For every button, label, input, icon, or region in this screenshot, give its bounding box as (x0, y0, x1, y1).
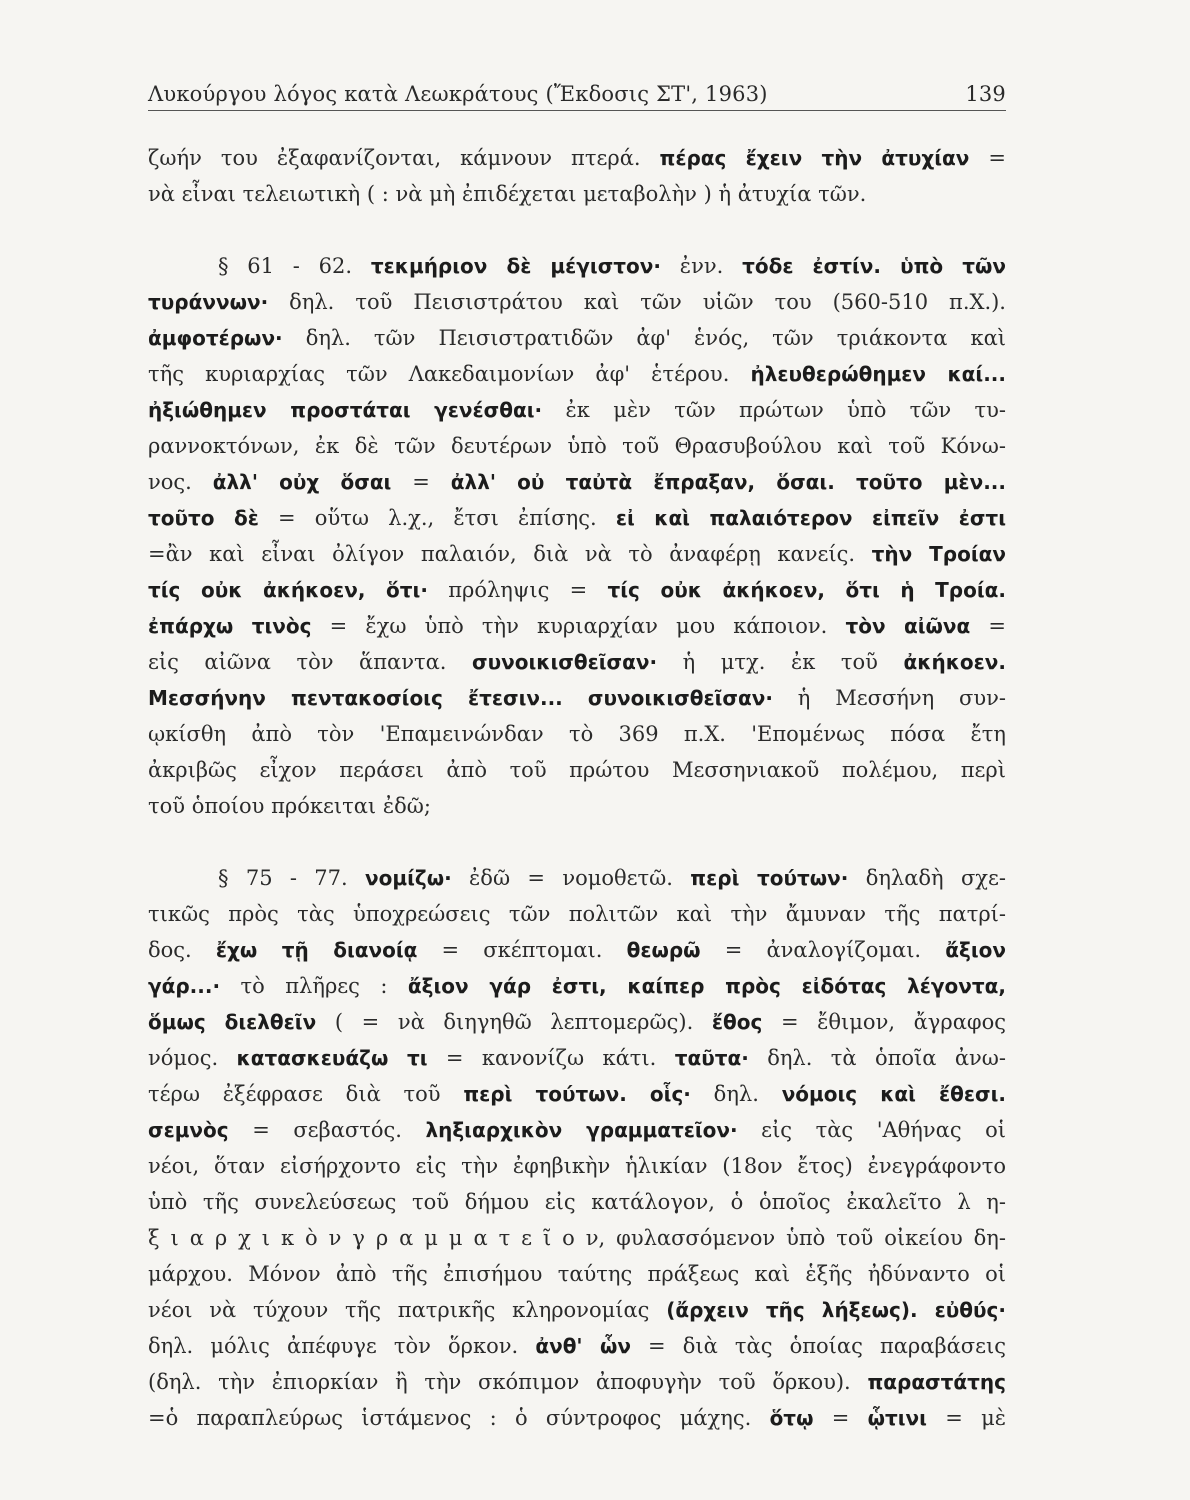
lemma-term: ὅμως διελθεῖν (148, 1010, 317, 1034)
gloss-text: = ἔχω ὑπὸ τὴν κυριαρχίαν μου κάποιον. (311, 614, 846, 638)
gloss-text: =ἂν καὶ εἶναι ὀλίγον παλαιόν, διὰ νὰ τὸ ἀναφέρῃ κανείς. (148, 542, 872, 566)
text-line (148, 968, 1006, 1004)
text-line (148, 464, 1006, 500)
lemma-term: ἔχω τῇ διανοίᾳ (215, 938, 418, 962)
text-line (148, 1148, 1006, 1184)
text-line (148, 140, 1006, 176)
lemma-term: κατασκευάζω τι (236, 1046, 428, 1070)
gloss-text: νέοι, ὅταν εἰσήρχοντο εἰς τὴν ἐφηβικὴν ἡλικίαν (18ον ἔτος) ἐνεγράφοντο (148, 1154, 1006, 1178)
gloss-text: = σεβαστός. (228, 1118, 426, 1142)
lemma-term: νόμοις καὶ ἔθεσι. (781, 1082, 1006, 1106)
gloss-text: τοῦ ὁποίου πρόκειται ἐδῶ; (148, 794, 431, 818)
gloss-text: = μὲ (926, 1406, 1006, 1430)
gloss-text: δηλ. τοῦ Πεισιστράτου καὶ τῶν υἱῶν του (560-510 π.Χ.). (268, 290, 1006, 314)
lemma-term: τεκμήριον δὲ μέγιστον· (370, 254, 662, 278)
running-header (148, 82, 1006, 112)
lemma-term: ἀκήκοεν. (903, 650, 1006, 674)
lemma-term: τίς οὐκ ἀκήκοεν, ὅτι ἡ Τροία. (607, 578, 1006, 602)
lemma-term: σεμνὸς (148, 1118, 229, 1142)
gloss-text: ξ ι α ρ χ ι κ ὸ ν γ ρ α μ μ α τ ε ῖ ο ν, φυλασσόμενον ὑπὸ τοῦ οἰκείου δη- (148, 1226, 1006, 1250)
gloss-text: πρόληψις = (427, 578, 608, 602)
lemma-term: τὴν Τροίαν (871, 542, 1006, 566)
gloss-text: = κανονίζω κάτι. (427, 1046, 675, 1070)
gloss-text: ῳκίσθη ἀπὸ τὸν 'Επαμεινώνδαν τὸ 369 π.Χ. 'Επομένως πόσα ἔτη (148, 722, 1006, 746)
gloss-text: τέρω ἐξέφρασε διὰ τοῦ (148, 1082, 464, 1106)
text-line (148, 248, 1006, 284)
gloss-text: νέοι νὰ τύχουν τῆς πατρικῆς κληρονομίας (148, 1298, 667, 1322)
gloss-text: εἰς τὰς 'Αθήνας οἱ (737, 1118, 1006, 1142)
gloss-text: ἡ μτχ. ἐκ τοῦ (657, 650, 904, 674)
paragraph-gap (148, 212, 1006, 248)
gloss-text: = σκέπτομαι. (417, 938, 627, 962)
lemma-term: εἰ καὶ παλαιότερον εἰπεῖν ἐστι (615, 506, 1006, 530)
gloss-text: =ὁ παραπλεύρως ἱστάμενος : ὁ σύντροφος μάχης. (148, 1406, 770, 1430)
gloss-text: δος. (148, 938, 216, 962)
lemma-term: πέρας ἔχειν τὴν ἀτυχίαν (659, 146, 970, 170)
header-title: Λυκούργου λόγος κατὰ Λεωκράτους (Ἔκδοσις ΣΤ', 1963) (148, 82, 768, 106)
lemma-term: ληξιαρχικὸν γραμματεῖον· (425, 1118, 738, 1142)
lemma-term: τίς οὐκ ἀκήκοεν, ὅτι· (148, 578, 428, 602)
lemma-term: ἀμφοτέρων· (148, 326, 283, 350)
lemma-term: ἠλευθερώθημεν καί... (750, 362, 1006, 386)
text-line (148, 716, 1006, 752)
gloss-text: ὑπὸ τῆς συνελεύσεως τοῦ δήμου εἰς κατάλογον, ὁ ὁποῖος ἐκαλεῖτο λ η- (148, 1190, 1006, 1214)
text-line (148, 320, 1006, 356)
text-line (148, 176, 1006, 212)
gloss-text: δηλ. μόλις ἀπέφυγε τὸν ὅρκον. (148, 1334, 536, 1358)
gloss-text: § 61 - 62. (218, 254, 371, 278)
gloss-text: = οὕτω λ.χ., ἔτσι ἐπίσης. (258, 506, 616, 530)
lemma-term: περὶ τούτων. οἷς· (463, 1082, 691, 1106)
header-rule (148, 110, 1006, 111)
text-line (148, 536, 1006, 572)
text-line (148, 1256, 1006, 1292)
text-line (148, 788, 1006, 824)
gloss-text: τῆς κυριαρχίας τῶν Λακεδαιμονίων ἀφ' ἑτέρου. (148, 362, 751, 386)
text-line (148, 752, 1006, 788)
lemma-term: ἐπάρχω τινὸς (148, 614, 312, 638)
text-line (148, 572, 1006, 608)
text-line (148, 608, 1006, 644)
gloss-text: = διὰ τὰς ὁποίας παραβάσεις (630, 1334, 1006, 1358)
text-line (148, 1112, 1006, 1148)
gloss-text: μάρχου. Μόνον ἀπὸ τῆς ἐπισήμου ταύτης πράξεως καὶ ἑξῆς ἠδύναντο οἱ (148, 1262, 1006, 1286)
text-line (148, 1400, 1006, 1436)
lemma-term: (ἄρχειν τῆς λήξεως). εὐθύς· (666, 1298, 1006, 1322)
gloss-text: τικῶς πρὸς τὰς ὑποχρεώσεις τῶν πολιτῶν καὶ τὴν ἄμυναν τῆς πατρί- (148, 902, 1006, 926)
lemma-term: περὶ τούτων· (690, 866, 849, 890)
text-line (148, 1076, 1006, 1112)
lemma-term: ταῦτα· (674, 1046, 749, 1070)
gloss-text: = (391, 470, 451, 494)
text-line (148, 896, 1006, 932)
text-line (148, 1220, 1006, 1256)
lemma-term: ἀνθ' ὧν (535, 1334, 631, 1358)
page-number: 139 (965, 82, 1006, 106)
gloss-text: εἰς αἰῶνα τὸν ἅπαντα. (148, 650, 473, 674)
lemma-term: θεωρῶ (626, 938, 701, 962)
gloss-text: ἐνν. (661, 254, 743, 278)
gloss-text: = (969, 146, 1006, 170)
lemma-term: τυράννων· (148, 290, 269, 314)
gloss-text: δηλαδὴ σχε- (848, 866, 1006, 890)
lemma-term: ἔθος (711, 1010, 763, 1034)
text-line (148, 1184, 1006, 1220)
gloss-text: = (813, 1406, 868, 1430)
lemma-term: ᾧτινι (867, 1406, 927, 1430)
commentary-text (148, 140, 1006, 1440)
text-line (148, 680, 1006, 716)
paragraph-gap (148, 824, 1006, 860)
lemma-term: τὸν αἰῶνα (845, 614, 971, 638)
lemma-term: ἠξιώθημεν προστάται γενέσθαι· (148, 398, 543, 422)
lemma-term: νομίζω· (365, 866, 452, 890)
lemma-term: ἀλλ' οὐ ταὐτὰ ἔπραξαν, ὅσαι. τοῦτο μὲν... (450, 470, 1006, 494)
lemma-term: ἄξιον (945, 938, 1006, 962)
gloss-text: ( = νὰ διηγηθῶ λεπτομερῶς). (316, 1010, 712, 1034)
gloss-text: δηλ. τῶν Πεισιστρατιδῶν ἀφ' ἑνός, τῶν τριάκοντα καὶ (282, 326, 1006, 350)
text-line (148, 644, 1006, 680)
text-line (148, 428, 1006, 464)
gloss-text: ἀκριβῶς εἶχον περάσει ἀπὸ τοῦ πρώτου Μεσσηνιακοῦ πολέμου, περὶ (148, 758, 1006, 782)
gloss-text: δηλ. (690, 1082, 782, 1106)
lemma-term: τοῦτο δὲ (148, 506, 259, 530)
lemma-term: Μεσσήνην πεντακοσίοις ἔτεσιν... συνοικισθεῖσαν· (148, 686, 773, 710)
text-line (148, 392, 1006, 428)
text-line (148, 1004, 1006, 1040)
gloss-text: νὰ εἶναι τελειωτικὴ ( : νὰ μὴ ἐπιδέχεται μεταβολὴν ) ἡ ἀτυχία τῶν. (148, 182, 867, 206)
lemma-term: γάρ...· (148, 974, 221, 998)
gloss-text: ἐδῶ = νομοθετῶ. (451, 866, 691, 890)
gloss-text: δηλ. τὰ ὁποῖα ἀνω- (748, 1046, 1006, 1070)
gloss-text: ζωήν του ἐξαφανίζονται, κάμνουν πτερά. (148, 146, 660, 170)
gloss-text: = ἔθιμον, ἄγραφος (762, 1010, 1006, 1034)
lemma-term: ἄξιον γάρ ἐστι, καίπερ πρὸς εἰδότας λέγοντα, (407, 974, 1006, 998)
gloss-text: ἡ Μεσσήνη συν- (772, 686, 1006, 710)
lemma-term: τόδε ἐστίν. ὑπὸ τῶν (742, 254, 1006, 278)
gloss-text: ραννοκτόνων, ἐκ δὲ τῶν δευτέρων ὑπὸ τοῦ Θρασυβούλου καὶ τοῦ Κόνω- (148, 434, 1006, 458)
gloss-text: § 75 - 77. (218, 866, 366, 890)
gloss-text: = ἀναλογίζομαι. (700, 938, 946, 962)
lemma-term: ὅτῳ (769, 1406, 814, 1430)
gloss-text: τὸ πλῆρες : (220, 974, 408, 998)
text-line (148, 500, 1006, 536)
gloss-text: ἐκ μὲν τῶν πρώτων ὑπὸ τῶν τυ- (542, 398, 1006, 422)
text-line (148, 932, 1006, 968)
text-line (148, 1292, 1006, 1328)
lemma-term: παραστάτης (867, 1370, 1006, 1394)
text-line (148, 1364, 1006, 1400)
gloss-text: νόμος. (148, 1046, 237, 1070)
text-line (148, 356, 1006, 392)
lemma-term: συνοικισθεῖσαν· (472, 650, 658, 674)
text-line (148, 284, 1006, 320)
gloss-text: = (970, 614, 1006, 638)
lemma-term: ἀλλ' οὐχ ὅσαι (212, 470, 392, 494)
text-line (148, 1040, 1006, 1076)
text-line (148, 860, 1006, 896)
text-line (148, 1328, 1006, 1364)
gloss-text: (δηλ. τὴν ἐπιορκίαν ἢ τὴν σκόπιμον ἀποφυγὴν τοῦ ὅρκου). (148, 1370, 868, 1394)
gloss-text: νος. (148, 470, 213, 494)
